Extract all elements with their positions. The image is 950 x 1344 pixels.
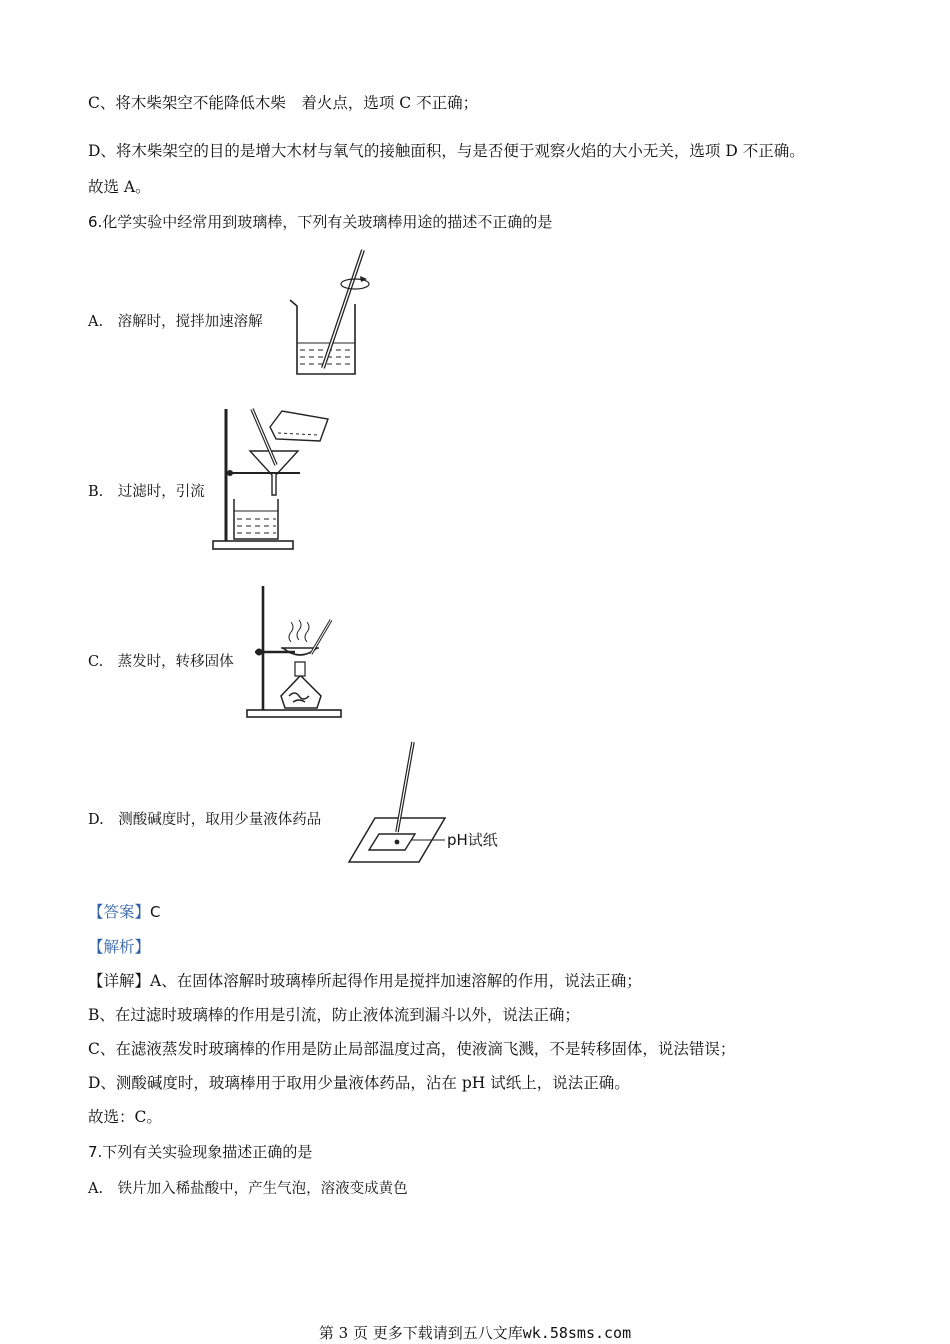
- footer-site-link[interactable]: wk.58sms.com: [522, 1324, 632, 1342]
- answer-line: [88, 902, 161, 922]
- beaker-stirring-icon: [285, 248, 385, 378]
- beaker-stirring-figure: [285, 248, 385, 378]
- filtration-apparatus-figure: [210, 403, 350, 553]
- analysis-tag: 【解析】: [88, 938, 151, 956]
- option-c-label: C. 蒸发时，转移固体: [88, 654, 234, 670]
- page-footer: [0, 1322, 950, 1343]
- question-7-stem: 7.下列有关实验现象描述正确的是: [88, 1143, 313, 1161]
- ph-paper-label: pH试纸: [447, 831, 498, 849]
- filtration-apparatus-icon: [210, 403, 350, 553]
- detail-b-text: B、在过滤时玻璃棒的作用是引流，防止液体流到漏斗以外，说法正确；: [88, 1006, 580, 1024]
- detail-a-line: [88, 971, 642, 991]
- detail-d-text: D、测酸碱度时，玻璃棒用于取用少量液体药品，沾在 pH 试纸上，说法正确。: [88, 1074, 630, 1092]
- option-b-label: B. 过滤时，引流: [88, 484, 205, 500]
- prev-answer-conclusion: 故选 A。: [88, 178, 151, 196]
- question-7-option-a: A. 铁片加入稀盐酸中，产生气泡，溶液变成黄色: [88, 1181, 408, 1197]
- evaporation-apparatus-figure: [245, 584, 345, 720]
- detail-tag: 【详解】: [88, 972, 151, 990]
- detail-c-text: C、在滤液蒸发时玻璃棒的作用是防止局部温度过高，使液滴飞溅，不是转移固体，说法错误；: [88, 1040, 736, 1058]
- answer-tag: 【答案】: [88, 903, 151, 921]
- prev-answer-option-d: D、将木柴架空的目的是增大木材与氧气的接触面积，与是否便于观察火焰的大小无关，选项 D 不正确。: [88, 142, 805, 160]
- evaporation-apparatus-icon: [245, 584, 345, 720]
- footer-page-text: 第 3 页 更多下载请到五八文库: [318, 1324, 523, 1342]
- question-6-stem: 6.化学实验中经常用到玻璃棒，下列有关玻璃棒用途的描述不正确的是: [88, 213, 553, 231]
- answer-value: C: [150, 903, 161, 921]
- detail-a-text: A、在固体溶解时玻璃棒所起得作用是搅拌加速溶解的作用，说法正确；: [150, 972, 642, 990]
- prev-answer-option-c: C、将木柴架空不能降低木柴 着火点，选项 C 不正确；: [88, 94, 479, 112]
- question-6-conclusion: 故选：C。: [88, 1108, 162, 1126]
- option-d-label: D. 测酸碱度时，取用少量液体药品: [88, 812, 322, 828]
- option-a-label: A. 溶解时，搅拌加速溶解: [88, 314, 263, 330]
